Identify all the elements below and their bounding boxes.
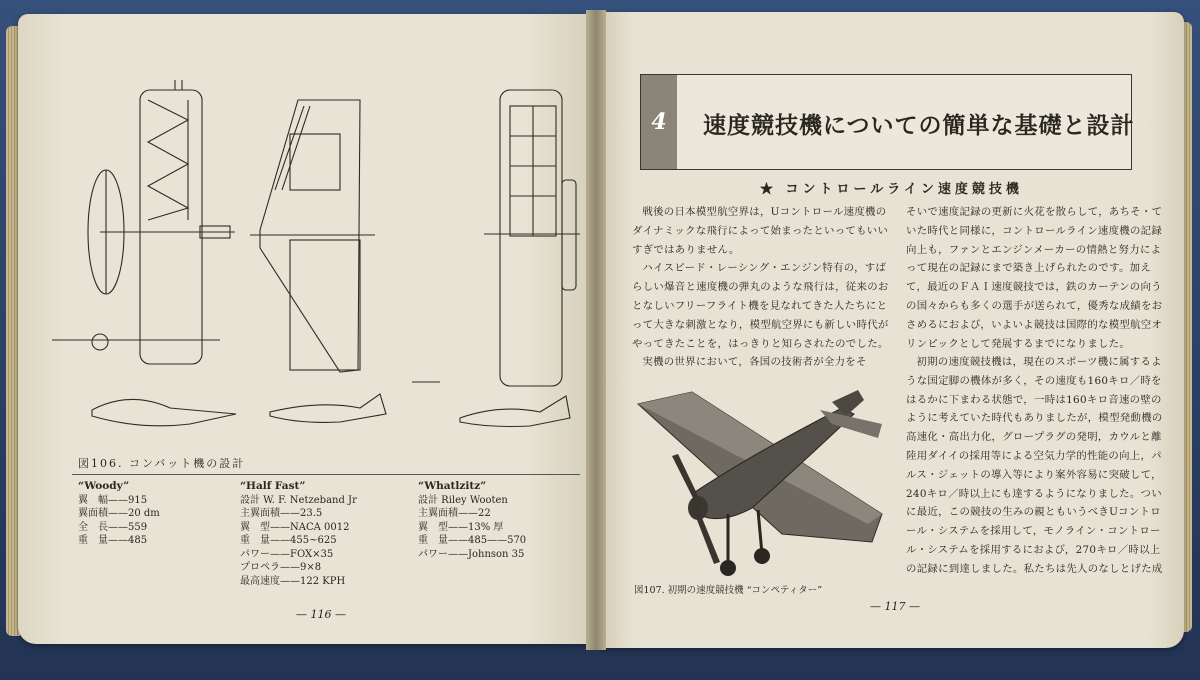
spec-whatlzitz <box>418 480 526 561</box>
spec-title: “Half Fast” <box>240 480 306 492</box>
spec-woody <box>78 480 160 548</box>
spec-title: “Woody” <box>78 480 130 492</box>
section-heading: ★ コントロールライン速度競技機 <box>760 182 1023 197</box>
spec-title: “Whatlzitz” <box>418 480 487 492</box>
paragraph: 初期の速度競技機は，現在のスポーツ機に属するような国定脚の機体が多く，その速度も160キロ／時をはるかに下まわる状態で，一時は160キロ音速の壁のように考えていた時代もありましたが，模型発動機の高速化・高出力化，グロープラグの発明，カウルと離陸用ダイイの採用等による空気力学的性能の向上，パルス・ジェットの導入等により案外容易に突破して，240キロ／時以上にも達するようになりました。ついに最近，この競技の生みの親ともいうべきUコントロール・システムを採用して，モノライン・コントロール・システムを採用するにおよび，270キロ／時以上の記録に到達しました。私たちは先人のなしとげた成 <box>906 356 1163 575</box>
spec-row: 設計 W. F. Netzeband Jr <box>240 494 357 506</box>
body-column-left <box>632 203 894 372</box>
page-number-left: — 116 — <box>296 608 346 621</box>
whatlzitz-profile <box>460 396 570 427</box>
spec-row: 翼 型——NACA 0012 <box>240 521 350 533</box>
spec-row: 翼 幅——915 <box>78 494 148 506</box>
chapter-number: 4 <box>641 75 677 169</box>
figure-107-caption: 図107. 初期の速度競技機 “コンペティター” <box>634 585 823 596</box>
spec-row: パワー——FOX×35 <box>240 548 334 560</box>
spec-row: 重 量——455~625 <box>240 535 337 546</box>
paragraph: ハイスピード・レーシング・エンジン特有の，すばらしい爆音と速度機の弾丸のような飛行は，従来のおとなしいフリーフライト機を見なれてきた人たちにとって大きな刺激となり，模型航空界にも新しい時代がやってきたことを，はっきりと知らされたのでした。 <box>632 262 889 350</box>
book-spine <box>586 10 606 650</box>
spec-row: パワー——Johnson 35 <box>418 548 525 560</box>
body-column-right-top <box>906 203 1168 353</box>
halffast-profile <box>270 394 386 422</box>
spec-row: 重 量——485——570 <box>418 535 527 546</box>
spec-row: 重 量——485 <box>78 535 148 546</box>
spec-row: 翼 型——13% 厚 <box>418 521 504 533</box>
woody-profile <box>92 399 236 425</box>
paragraph: 戦後の日本模型航空界は，Uコントロール速度機のダイナミックな飛行によって始まったといってもいいすぎではありません。 <box>632 206 889 256</box>
spec-row: 最高速度——122 KPH <box>240 575 346 587</box>
figure-106-caption: 図106. コンバット機の設計 <box>78 457 246 470</box>
spec-half-fast <box>240 480 357 588</box>
spec-row: 設計 Riley Wooten <box>418 494 508 506</box>
page-number-right: — 117 — <box>870 600 920 613</box>
competitor-plane-photo <box>632 384 894 580</box>
halffast-wing-plan <box>260 100 360 372</box>
caption-divider <box>72 474 580 475</box>
spec-row: 主翼面積——22 <box>418 508 491 519</box>
chapter-header <box>640 74 1135 170</box>
body-column-right-bottom <box>906 353 1168 579</box>
spec-row: 全 長——559 <box>78 521 148 533</box>
paragraph: 実機の世界において，各国の技術者が全力をそ <box>642 356 867 369</box>
spec-row: 主翼面積——23.5 <box>240 508 323 519</box>
woody-wing-plan <box>140 90 202 364</box>
paragraph: そいで速度記録の更新に火花を散らして，あちそ・ていた時代と同様に，コントロールライン速度機の記録向上も，ファンとエンジンメーカーの情熱と努力によって現在の記録にまで築き上げられたのです。加えて，最近のＦＡＩ速度競技では，鉄のカーテンの向うの国々からも多くの選手が送られて，優秀な成績をおさめるにおよび，いよいよ競技は国際的な模型航空オリンピックとして発展するまでになりました。 <box>906 206 1163 350</box>
chapter-title: 速度競技機についての簡単な基礎と設計 <box>703 112 1135 139</box>
spec-row: 翼面積——20 dm <box>78 508 160 519</box>
combat-plane-drawings <box>40 70 585 450</box>
whatlzitz-wing-plan <box>500 90 562 386</box>
spec-row: プロペラ——9×8 <box>240 562 322 573</box>
